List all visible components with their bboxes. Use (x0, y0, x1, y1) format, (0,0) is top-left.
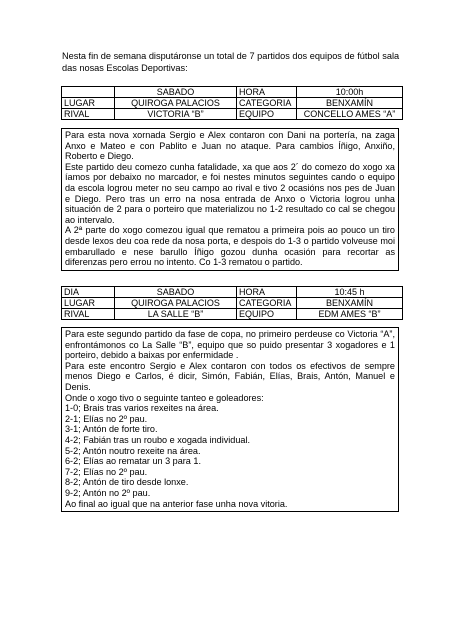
goal-line: 3-1; Antón de forte tiro. (65, 424, 158, 435)
place-value: QUIROGA PALACIOS (115, 98, 237, 109)
report-paragraph: Este partido deu comezo cunha fatalidade, xa que aos 2´ do comezo do xogo xa íamos por debaixo no marcador, e foi nestes minutos seguintes cando o equipo da escola logrou meter no seu campo ao rival e tivo 2 ocasións nos pes de Juan e Diego. Pero tras un erro na nosa entrada de Anxo o Victoria logrou unha situación de 2 para o porteiro que materializou no 1-2 resultado co cal se chegou ao intervalo. (65, 161, 395, 225)
table-row (62, 87, 403, 98)
table-row (62, 287, 403, 298)
label-cell: CATEGORIA (237, 98, 297, 109)
label-cell: CATEGORIA (237, 298, 297, 309)
label-cell: RIVAL (62, 109, 115, 120)
goal-line: 6-2; Elías ao rematar un 3 para 1. (65, 456, 201, 467)
goal-line: 7-2; Elías no 2º pau. (65, 466, 148, 477)
rival-value: LA SALLE “B” (115, 309, 237, 320)
report-paragraph: A 2ª parte do xogo comezou igual que rematou a primeira pois ao pouco un tiro desde lexos deu coa rede da nosa porta, e despois do 1-3 o partido volveuse moi embarullado e nese barullo Íñigo gozou dunha ocasión para recortar as diferenzas pero errou no intento. Co 1-3 rematou o partido. (65, 225, 395, 268)
goal-line: 9-2; Antón no 2º pau. (65, 487, 151, 498)
match1-report (61, 128, 399, 271)
goal-line: 1-0; Brais tras varios rexeites na área. (65, 403, 219, 414)
report-line: Ao final ao igual que na anterior fase unha nova vitoria. (65, 498, 288, 509)
category-value: BENXAMÍN (297, 98, 403, 109)
time-value: 10:00h (297, 87, 403, 98)
label-cell: EQUIPO (237, 109, 297, 120)
table-row (62, 109, 403, 120)
place-value: QUIROGA PALACIOS (115, 298, 237, 309)
intro-text: Nesta fin de semana disputáronse un total de 7 partidos dos equipos de fútbol sala das nosas Escolas Deportivas: (62, 51, 400, 73)
day-value: SABADO (115, 287, 237, 298)
time-value: 10:45 h (297, 287, 403, 298)
goal-line: 2-1; Elías no 2º pau. (65, 413, 148, 424)
match2-info-table (61, 286, 403, 320)
label-cell: HORA (237, 287, 297, 298)
label-cell: DIA (62, 287, 115, 298)
label-cell (62, 87, 115, 98)
category-value: BENXAMÍN (297, 298, 403, 309)
team-value: EDM AMES “B” (297, 309, 403, 320)
match2-report (61, 327, 399, 512)
day-value: SABADO (115, 87, 237, 98)
label-cell: RIVAL (62, 309, 115, 320)
table-row (62, 309, 403, 320)
label-cell: EQUIPO (237, 309, 297, 320)
table-row (62, 98, 403, 109)
table-row (62, 298, 403, 309)
match1-info-table (61, 86, 403, 120)
goal-line: 5-2; Antón noutro rexeite na área. (65, 445, 201, 456)
rival-value: VICTORIA “B” (115, 109, 237, 120)
goal-line: 4-2; Fabián tras un roubo e xogada individual. (65, 434, 251, 445)
report-line: Onde o xogo tivo o seguinte tanteo e goleadores: (65, 392, 264, 403)
label-cell: LUGAR (62, 298, 115, 309)
label-cell: LUGAR (62, 98, 115, 109)
label-cell: HORA (237, 87, 297, 98)
report-paragraph: Para esta nova xornada Sergio e Alex contaron con Dani na portería, na zaga Anxo e Mateo e con Pablito e Juan no ataque. Para cambios Íñigo, Anxiño, Roberto e Diego. (65, 130, 395, 162)
report-paragraph: Para este encontro Sergio e Alex contaron con todos os efectivos de sempre menos Diego e Carlos, é dicir, Simón, Fabián, Elías, Brais, Antón, Manuel e Denis. (65, 360, 395, 392)
goal-line: 8-2; Antón de tiro desde lonxe. (65, 477, 189, 488)
team-value: CONCELLO AMES “A” (297, 109, 403, 120)
report-paragraph: Para este segundo partido da fase de copa, no primeiro perdeuse co Victoria “A”, enfrontámonos co La Salle “B”, equipo que so puido presentar 3 xogadores e 1 porteiro, debido a baixas por enfermidade . (65, 329, 395, 361)
